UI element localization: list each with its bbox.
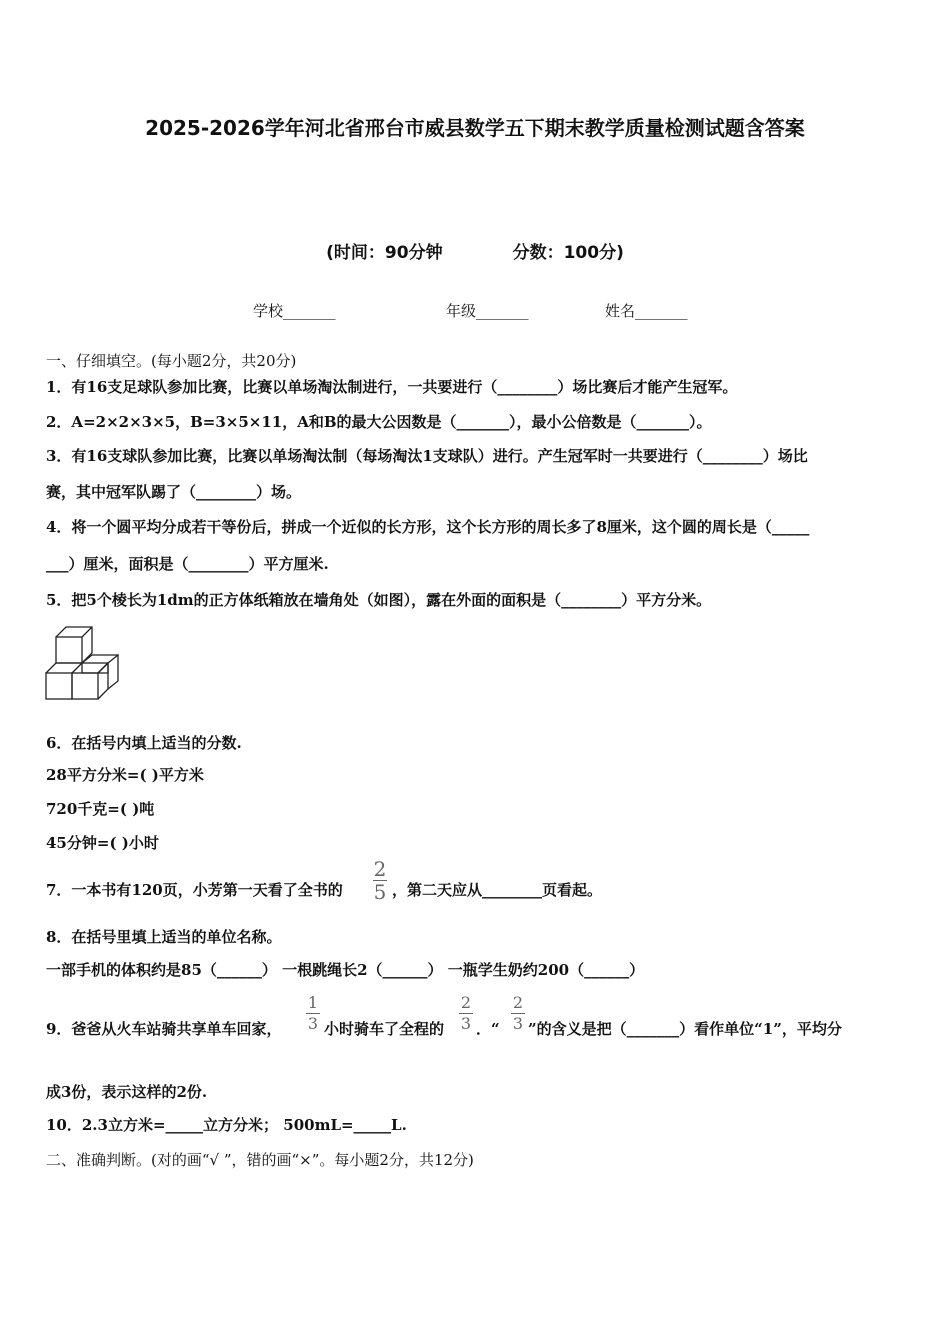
fraction-two-thirds-a: 2 3 — [460, 993, 472, 1033]
question-7-part-2: ，第二天应从________页看起。 — [392, 881, 603, 899]
question-4-line-2: ___）厘米，面积是（________）平方厘米. — [46, 555, 329, 573]
question-9-part-2: 小时骑车了全程的 — [324, 1020, 445, 1038]
question-2: 2．A=2×2×3×5，B=3×5×11，A和B的最大公因数是（_______），最小公倍数是（_______）。 — [46, 413, 712, 431]
question-6: 6．在括号内填上适当的分数. — [46, 734, 242, 752]
section-1-heading: 一、仔细填空。(每小题2分，共20分) — [46, 352, 297, 370]
fraction-one-third: 1 3 — [307, 993, 319, 1033]
question-9-part-1: 9．爸爸从火车站骑共享单车回家， — [46, 1020, 282, 1038]
question-6b: 720千克=( )吨 — [46, 800, 155, 818]
fraction-two-thirds-b: 2 3 — [512, 993, 524, 1033]
question-1: 1．有16支足球队参加比赛，比赛以单场淘汰制进行，一共要进行（________）场比赛后才能产生冠军。 — [46, 378, 738, 396]
question-6c: 45分钟=( )小时 — [46, 834, 159, 852]
school-field: 学校_______ — [253, 302, 336, 320]
fraction-two-fifths: 2 5 — [373, 857, 387, 904]
cube-front-left — [46, 673, 72, 699]
name-field: 姓名_______ — [605, 302, 688, 320]
cube-top — [56, 637, 82, 663]
page-title: 2025-2026学年河北省邢台市威县数学五下期末教学质量检测试题含答案 — [145, 116, 805, 140]
question-3-line-1: 3．有16支球队参加比赛，比赛以单场淘汰制（每场淘汰1支球队）进行。产生冠军时一共要进行（________）场比 — [46, 447, 808, 465]
question-7-part-1: 7．一本书有120页，小芳第一天看了全书的 — [46, 881, 343, 899]
cube-front-right — [72, 673, 98, 699]
question-6a: 28平方分米=( )平方米 — [46, 766, 204, 784]
question-10: 10．2.3立方米=_____立方分米； 500mL=_____L. — [46, 1116, 407, 1134]
question-9-part-5: 成3份，表示这样的2份. — [46, 1083, 208, 1101]
section-2-heading: 二、准确判断。(对的画“√ ”，错的画“×”。每小题2分，共12分) — [46, 1151, 474, 1169]
exam-meta — [0, 238, 950, 263]
grade-field: 年级_______ — [446, 302, 529, 320]
question-9-part-4: ”的含义是把（_______）看作单位“1”，平均分 — [528, 1020, 842, 1038]
question-5: 5．把5个棱长为1dm的正方体纸箱放在墙角处（如图），露在外面的面积是（________）平方分米。 — [46, 591, 712, 609]
question-3-line-2: 赛，其中冠军队踢了（________）场。 — [46, 483, 302, 501]
score-label: 分数：100分) — [512, 243, 624, 263]
question-9-part-3: ．“ — [476, 1020, 500, 1038]
cubes-figure — [44, 625, 124, 701]
question-8-units: 一部手机的体积约是85（______） 一根跳绳长2（______） 一瓶学生奶约200（______） — [46, 961, 645, 979]
question-8: 8．在括号里填上适当的单位名称。 — [46, 928, 282, 946]
time-label: (时间：90分钟 — [326, 243, 443, 263]
question-4-line-1: 4．将一个圆平均分成若干等份后，拼成一个近似的长方形，这个长方形的周长多了8厘米，这个圆的周长是（_____ — [46, 518, 810, 536]
